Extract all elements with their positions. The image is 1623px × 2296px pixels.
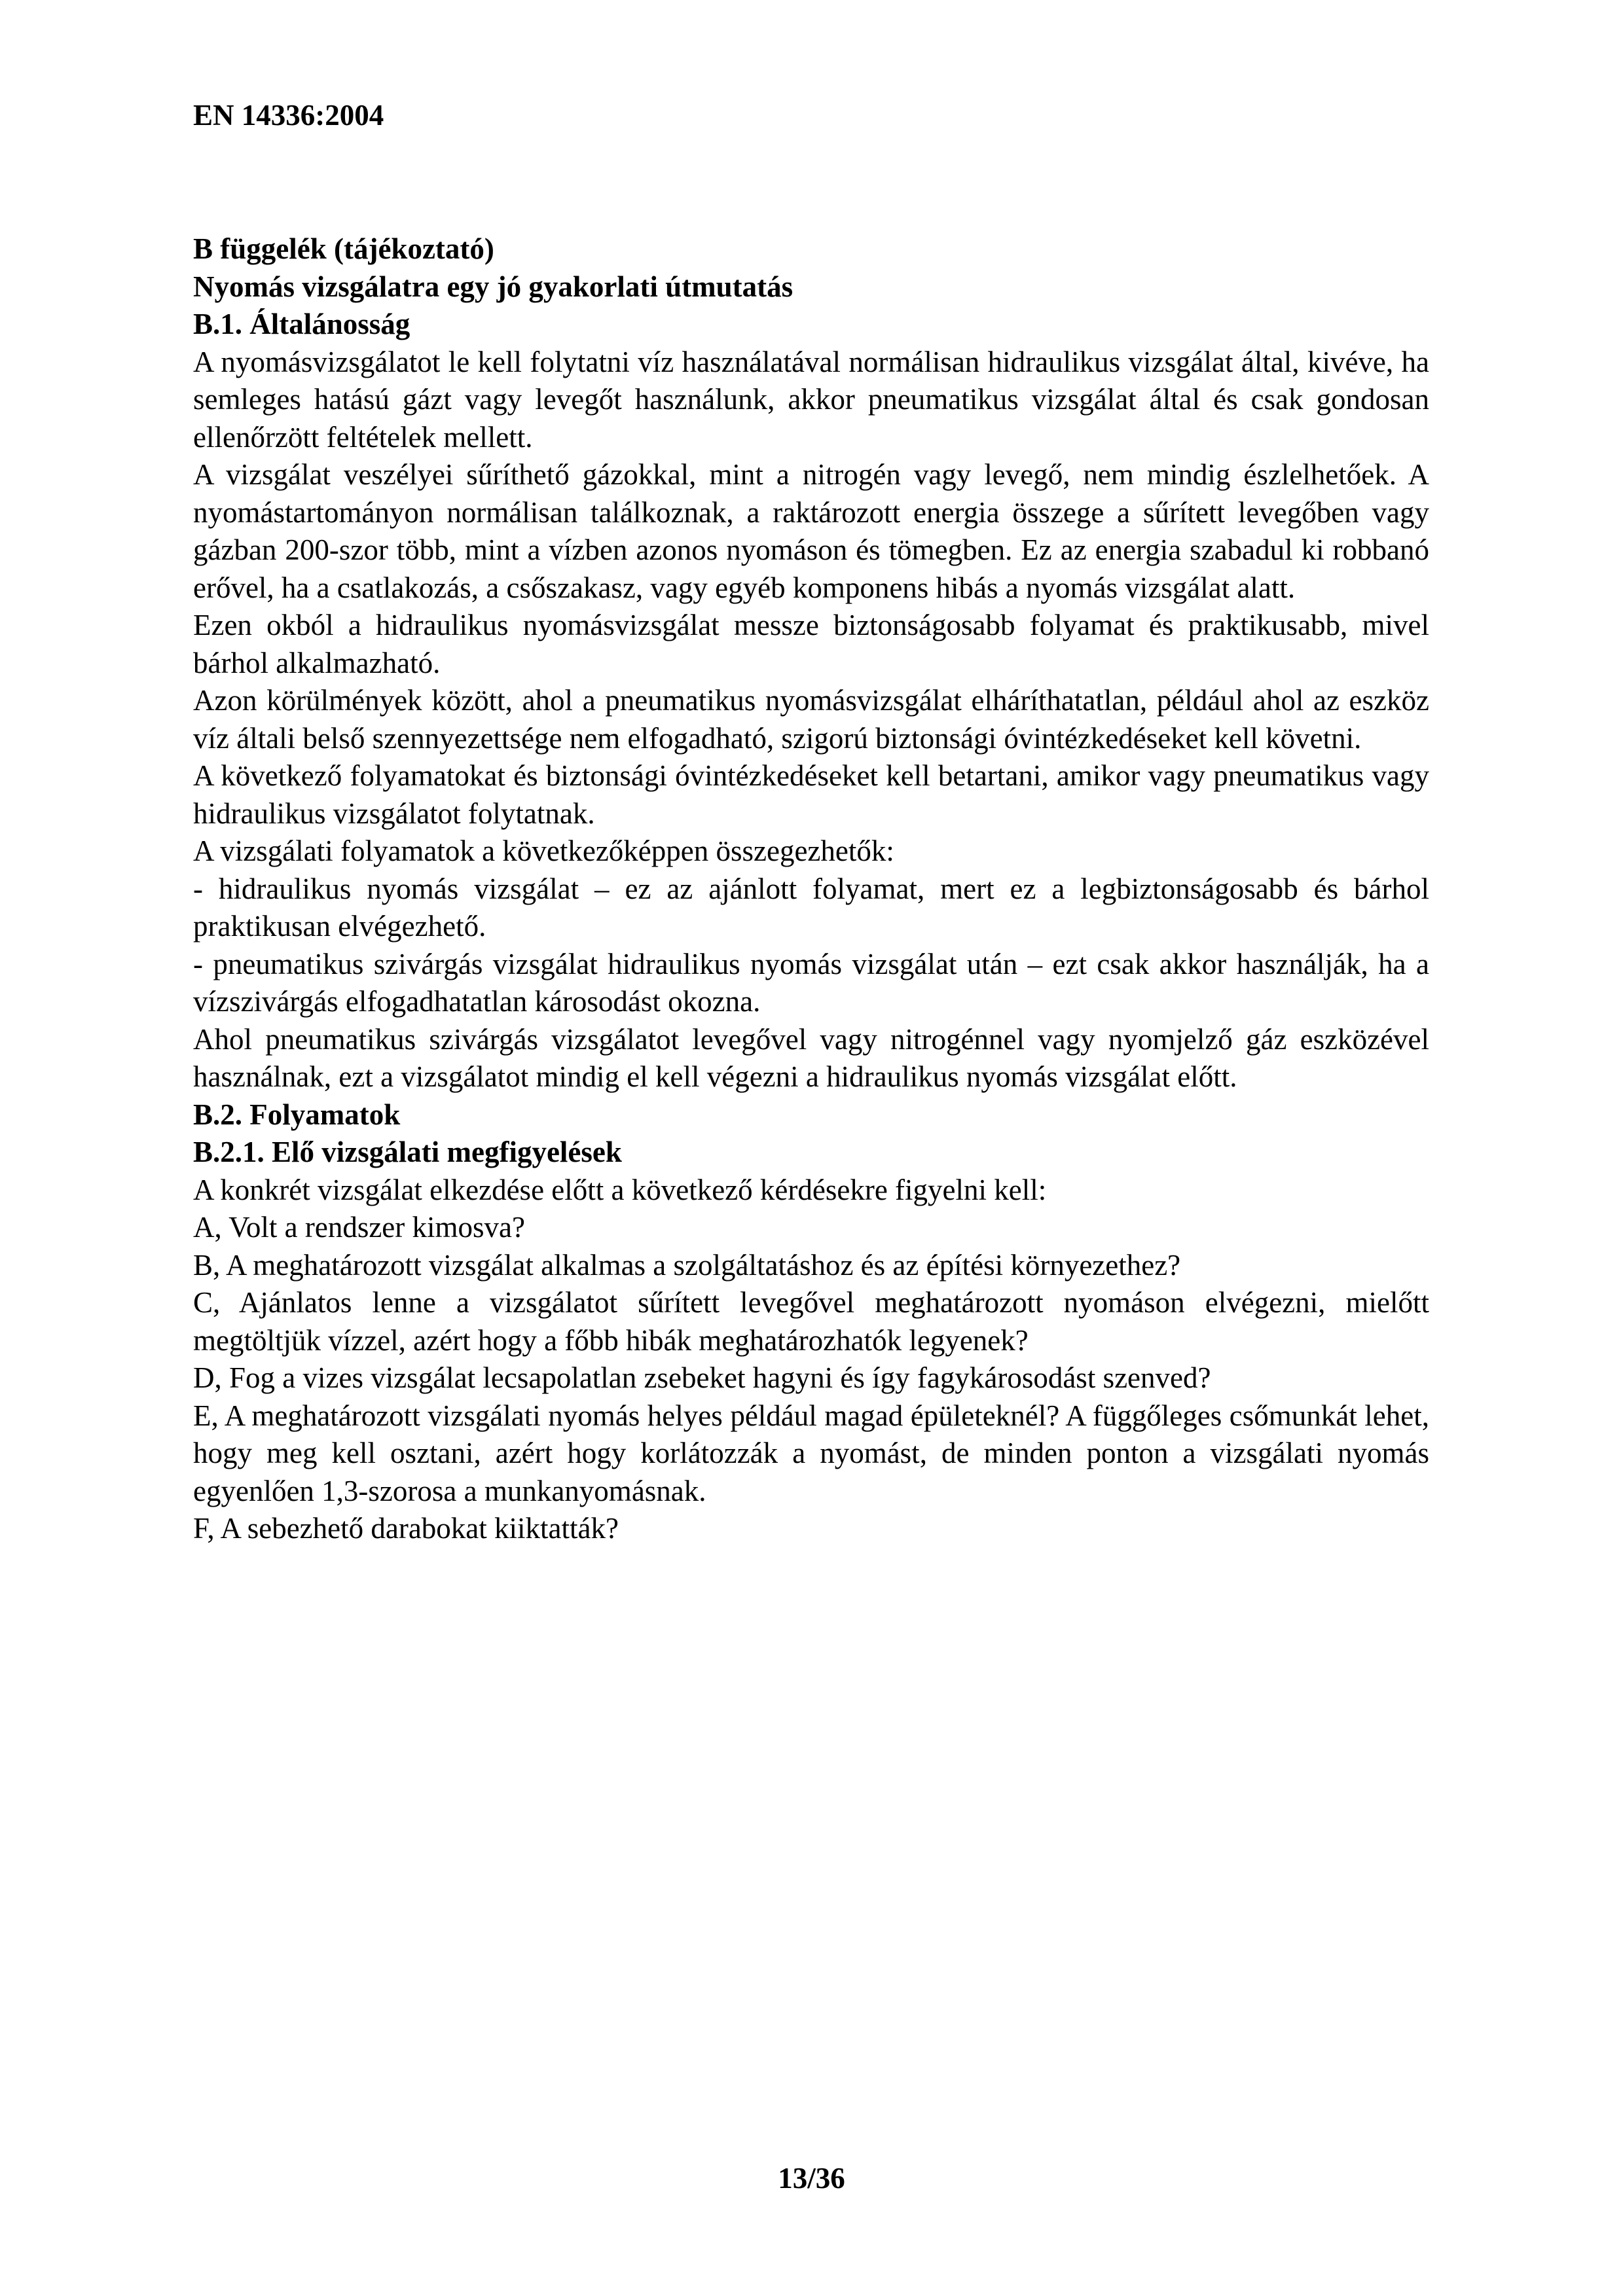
list-item: - pneumatikus szivárgás vizsgálat hidraulikus nyomás vizsgálat után – ezt csak akkor használják, ha a vízszivárgás elfogadhatatlan károsodást okozna. xyxy=(193,947,1429,1018)
question-item: D, Fog a vizes vizsgálat lecsapolatlan zsebeket hagyni és így fagykárosodást szenved? xyxy=(193,1361,1211,1394)
section-b1-heading: B.1. Általánosság xyxy=(193,308,410,340)
paragraph: Ahol pneumatikus szivárgás vizsgálatot levegővel vagy nitrogénnel vagy nyomjelző gáz eszközével használnak, ezt a vizsgálatot mindig el kell végezni a hidraulikus nyomás vizsgálat előtt. xyxy=(193,1022,1429,1093)
paragraph: A vizsgálat veszélyei sűríthető gázokkal, mint a nitrogén vagy levegő, nem mindig észlelhetőek. A nyomástartományon normálisan találkoznak, a raktározott energia összege a sűrített levegőben vagy gázban 200-szor több, mint a vízben azonos nyomáson és tömegben. Ez az energia szabadul ki robbanó erővel, ha a csatlakozás, a csőszakasz, vagy egyéb komponens hibás a nyomás vizsgálat alatt. xyxy=(193,458,1429,604)
page-number: 13/36 xyxy=(778,2162,845,2195)
paragraph: Azon körülmények között, ahol a pneumatikus nyomásvizsgálat elháríthatatlan, például ahol az eszköz víz általi belső szennyezettsége nem elfogadható, szigorú biztonsági óvintézkedéseket kell követni. xyxy=(193,684,1429,755)
annex-title: B függelék (tájékoztató) xyxy=(193,232,494,265)
page-content xyxy=(193,230,1429,1548)
paragraph: A konkrét vizsgálat elkezdése előtt a következő kérdésekre figyelni kell: xyxy=(193,1173,1047,1206)
annex-subtitle: Nyomás vizsgálatra egy jó gyakorlati útmutatás xyxy=(193,270,793,303)
question-item: E, A meghatározott vizsgálati nyomás helyes például magad épületeknél? A függőleges csőmunkát lehet, hogy meg kell osztani, azért hogy korlátozzák a nyomást, de minden ponton a vizsgálati nyomás egyenlően 1,3-szorosa a munkanyomásnak. xyxy=(193,1399,1429,1507)
paragraph: A következő folyamatokat és biztonsági óvintézkedéseket kell betartani, amikor vagy pneumatikus vagy hidraulikus vizsgálatot folytatnak. xyxy=(193,759,1429,830)
question-item: B, A meghatározott vizsgálat alkalmas a szolgáltatáshoz és az építési környezethez? xyxy=(193,1248,1181,1282)
paragraph: A nyomásvizsgálatot le kell folytatni víz használatával normálisan hidraulikus vizsgálat által, kivéve, ha semleges hatású gázt vagy levegőt használunk, akkor pneumatikus vizsgálat által és csak gondosan ellenőrzött feltételek mellett. xyxy=(193,345,1429,454)
paragraph: Ezen okból a hidraulikus nyomásvizsgálat messze biztonságosabb folyamat és praktikusabb, mivel bárhol alkalmazható. xyxy=(193,609,1429,679)
section-b2-heading: B.2. Folyamatok xyxy=(193,1098,401,1131)
paragraph: A vizsgálati folyamatok a következőképpen összegezhetők: xyxy=(193,834,894,867)
list-item: - hidraulikus nyomás vizsgálat – ez az ajánlott folyamat, mert ez a legbiztonságosabb és bárhol praktikusan elvégezhető. xyxy=(193,872,1429,942)
section-b21-heading: B.2.1. Elő vizsgálati megfigyelések xyxy=(193,1136,622,1168)
document-id-header: EN 14336:2004 xyxy=(193,99,384,132)
question-item: F, A sebezhető darabokat kiiktatták? xyxy=(193,1512,619,1545)
question-item: C, Ajánlatos lenne a vizsgálatot sűrített levegővel meghatározott nyomáson elvégezni, mielőtt megtöltjük vízzel, azért hogy a főbb hibák meghatározhatók legyenek? xyxy=(193,1286,1429,1357)
question-item: A, Volt a rendszer kimosva? xyxy=(193,1211,525,1244)
